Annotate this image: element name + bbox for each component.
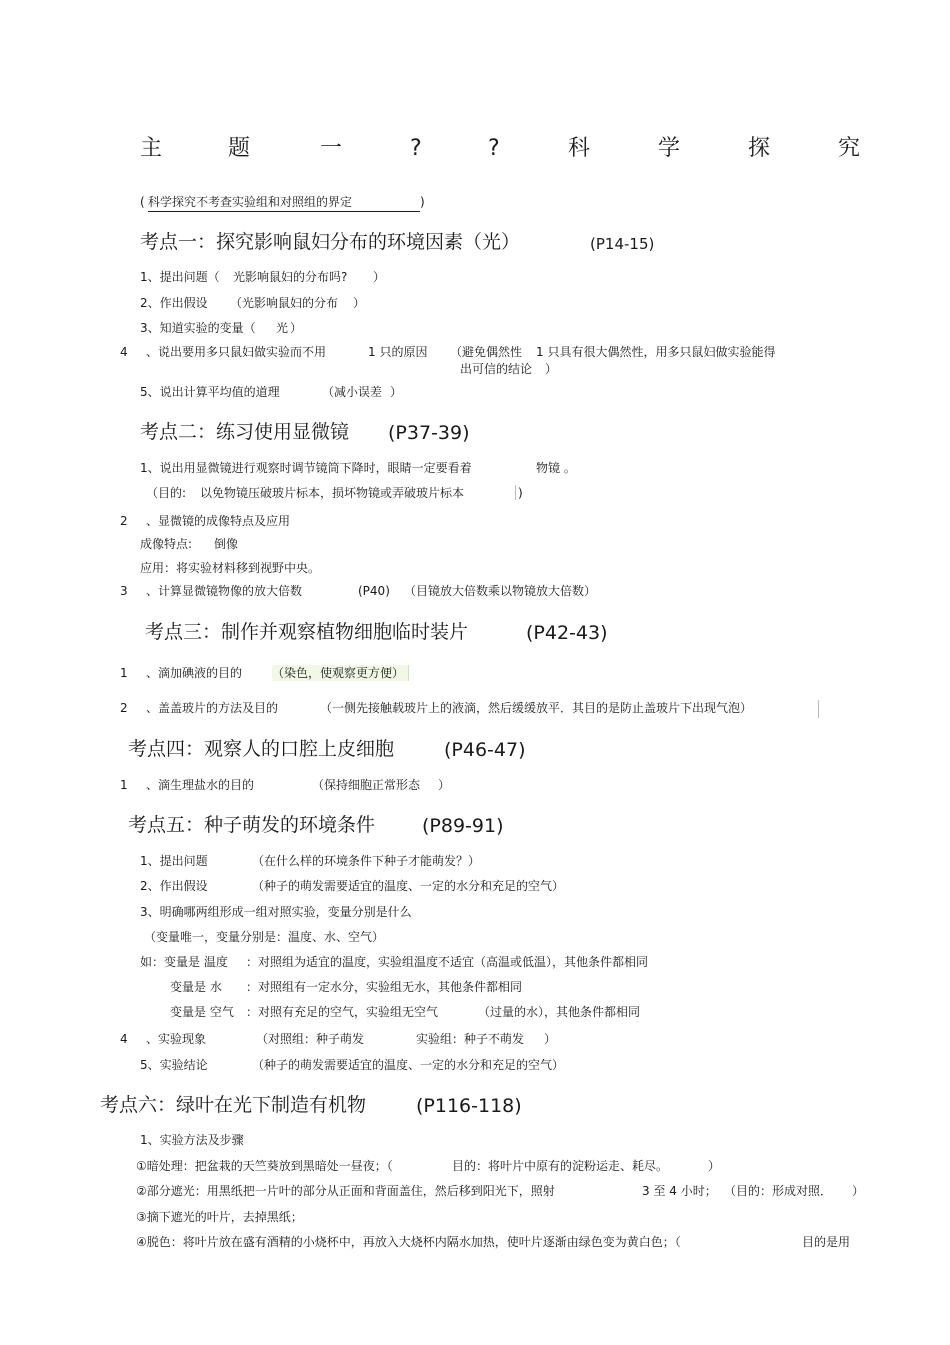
section-pages: (P46-47) xyxy=(444,739,526,761)
item-number: 1 xyxy=(120,666,128,680)
title-char: 学 xyxy=(658,136,681,161)
variable-text: （过量的水），其他条件都相同 xyxy=(478,1005,641,1019)
section-heading: 考点一：探究影响鼠妇分布的环境因素（光） xyxy=(140,231,521,253)
step-close: ） xyxy=(708,1159,721,1173)
item-answer: 倒像 xyxy=(214,537,239,551)
item-answer: 实验组：种子不萌发 xyxy=(416,1032,525,1046)
section-pages: (P89-91) xyxy=(422,815,504,837)
item-label: 1、说出用显微镜进行观察时调节镜筒下降时，眼睛一定要看着 xyxy=(140,461,472,475)
section-pages: (P14-15) xyxy=(590,235,655,253)
item-answer: （对照组：种子萌发 xyxy=(256,1032,365,1046)
item-label: 1、提出问题 xyxy=(140,854,208,868)
item-answer: （一侧先接触载玻片上的液滴，然后缓缓放平．其目的是防止盖玻片下出现气泡） xyxy=(320,701,753,715)
item-label: 、滴生理盐水的目的 xyxy=(146,778,255,792)
section-heading: 考点三：制作并观察植物细胞临时装片 xyxy=(145,621,469,643)
item-label: 5、说出计算平均值的道理 xyxy=(140,385,280,399)
item-answer: 以免物镜压破玻片标本，损坏物镜或弄破玻片标本 xyxy=(200,486,465,500)
section-heading: 考点四：观察人的口腔上皮细胞 xyxy=(128,738,395,760)
section-heading: 考点六：绿叶在光下制造有机物 xyxy=(100,1094,367,1116)
variable-label: 变量是 空气 xyxy=(170,1005,234,1019)
item-label: 5、实验结论 xyxy=(140,1058,208,1072)
title-char: 一 xyxy=(320,136,343,161)
title-char: ? xyxy=(488,136,500,161)
item-label: 成像特点: xyxy=(140,537,193,551)
item-close: ） xyxy=(390,385,403,399)
item-number: 4 xyxy=(120,345,128,359)
section-pages: (P42-43) xyxy=(526,622,608,644)
item-close: ） xyxy=(373,270,386,284)
item-close: ) xyxy=(518,486,523,500)
variable-text: ：对照有充足的空气，实验组无空气 xyxy=(246,1005,439,1019)
title-char: 题 xyxy=(228,136,251,161)
item-text: 应用：将实验材料移到视野中央。 xyxy=(140,561,321,575)
item-label: 1 只的原因 xyxy=(368,345,428,359)
section-pages: (P116-118) xyxy=(416,1095,522,1117)
item-answer: 光 xyxy=(276,321,289,335)
item-number: 2 xyxy=(120,514,128,528)
item-answer: （种子的萌发需要适宜的温度、一定的水分和充足的空气） xyxy=(252,1058,565,1072)
note-close: ) xyxy=(420,195,425,209)
item-label: 3、知道实验的变量（ xyxy=(140,321,256,335)
item-label: 2、作出假设 xyxy=(140,879,208,893)
item-answer: （种子的萌发需要适宜的温度、一定的水分和充足的空气） xyxy=(252,879,565,893)
variable-text: ：对照组有一定水分，实验组无水，其他条件都相同 xyxy=(246,980,523,994)
item-label: 、盖盖玻片的方法及目的 xyxy=(146,701,279,715)
step-close: ） xyxy=(852,1184,865,1198)
item-answer: （在什么样的环境条件下种子才能萌发？） xyxy=(252,854,481,868)
item-answer: （减小误差 xyxy=(322,385,383,399)
title-char: 主 xyxy=(140,136,163,161)
item-answer: 物镜 。 xyxy=(536,461,576,475)
item-label: 3、明确哪两组形成一组对照实验，变量分别是什么 xyxy=(140,905,412,919)
item-pages: (P40) xyxy=(358,584,390,598)
variable-label: 如：变量是 温度 xyxy=(140,955,228,969)
step-purpose: 目的是用 xyxy=(802,1235,851,1249)
item-close: ） xyxy=(353,296,366,310)
note-text: 科学探究不考查实验组和对照组的界定 xyxy=(148,195,353,209)
step-text: ④脱色：将叶片放在盛有酒精的小烧杯中，再放入大烧杯内隔水加热，使叶片逐渐由绿色变为黄白色；（ xyxy=(136,1235,681,1249)
item-label: 2、作出假设 xyxy=(140,296,208,310)
title-char: 科 xyxy=(568,136,591,161)
item-number: 1 xyxy=(120,778,128,792)
item-number: 3 xyxy=(120,584,128,598)
title-char: 探 xyxy=(748,136,771,161)
note-open: ( xyxy=(140,195,145,209)
item-number: 4 xyxy=(120,1032,128,1046)
item-label: 1、提出问题（ xyxy=(140,270,220,284)
item-close: ） xyxy=(290,321,303,335)
divider xyxy=(515,485,516,500)
item-label: 、滴加碘液的目的 xyxy=(146,666,243,680)
section-pages: (P37-39) xyxy=(388,422,470,444)
item-answer: （染色，使观察更方便） xyxy=(272,665,409,681)
title-char: 究 xyxy=(838,136,861,161)
item-label: 、计算显微镜物像的放大倍数 xyxy=(146,584,303,598)
item-label: （目的: xyxy=(146,486,187,500)
section-heading: 考点五：种子萌发的环境条件 xyxy=(128,814,376,836)
item-close: ） xyxy=(545,362,558,376)
variable-text: ：对照组为适宜的温度，实验组温度不适宜（高温或低温），其他条件都相同 xyxy=(246,955,649,969)
item-label: 、显微镜的成像特点及应用 xyxy=(146,514,291,528)
variable-label: 变量是 水 xyxy=(170,980,222,994)
item-label: 、实验现象 xyxy=(146,1032,207,1046)
title-char: ? xyxy=(410,136,422,161)
note-underline xyxy=(148,211,420,212)
item-label: 1、实验方法及步骤 xyxy=(140,1133,244,1147)
item-close: ） xyxy=(544,1032,557,1046)
step-text: ③摘下遮光的叶片，去掉黑纸； xyxy=(136,1210,303,1224)
item-answer: 出可信的结论 xyxy=(460,362,533,376)
section-heading: 考点二：练习使用显微镜 xyxy=(140,421,350,443)
step-hours: 3 至 4 小时； xyxy=(642,1184,717,1198)
item-label: 、说出要用多只鼠妇做实验而不用 xyxy=(146,345,327,359)
item-answer: （保持细胞正常形态 xyxy=(312,778,421,792)
item-text: （变量唯一，变量分别是：温度、水、空气） xyxy=(144,930,385,944)
item-answer: （目镜放大倍数乘以物镜放大倍数） xyxy=(404,584,597,598)
step-text: ②部分遮光：用黑纸把一片叶的部分从正面和背面盖住，然后移到阳光下，照射 xyxy=(136,1184,555,1198)
step-purpose: 目的：将叶片中原有的淀粉运走、耗尽。 xyxy=(452,1159,669,1173)
step-text: ①暗处理：把盆栽的天竺葵放到黑暗处一昼夜；（ xyxy=(136,1159,393,1173)
item-number: 2 xyxy=(120,701,128,715)
item-answer: 1 只具有很大偶然性，用多只鼠妇做实验能得 xyxy=(536,345,776,359)
item-answer: 光影响鼠妇的分布吗? xyxy=(233,270,348,284)
item-answer: （避免偶然性 xyxy=(450,345,523,359)
divider xyxy=(818,700,819,718)
item-answer: （光影响鼠妇的分布 xyxy=(230,296,339,310)
step-purpose: （目的：形成对照． xyxy=(724,1184,833,1198)
item-close: ） xyxy=(438,778,451,792)
